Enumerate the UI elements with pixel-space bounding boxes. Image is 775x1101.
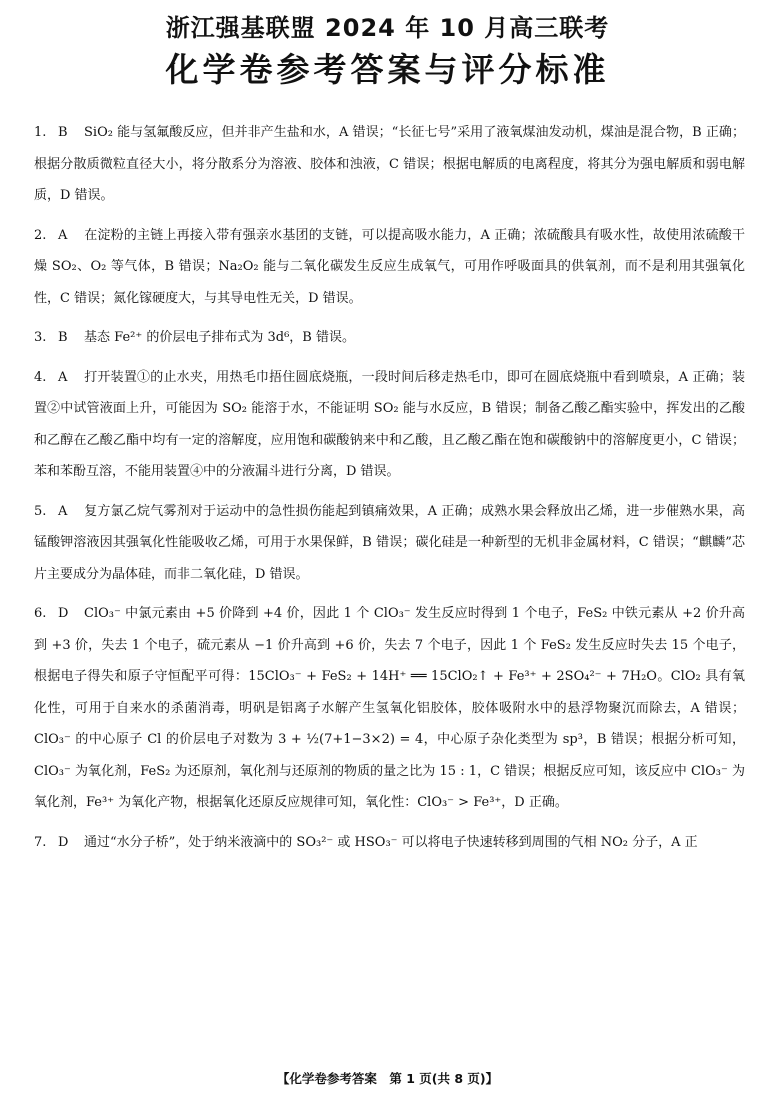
question-number: 7.	[34, 834, 47, 850]
answer-key: B	[58, 330, 68, 345]
answer-item-7	[34, 827, 745, 859]
answer-key: B	[58, 125, 68, 140]
question-number: 1.	[34, 125, 47, 140]
explanation-text: 基态 Fe²⁺ 的价层电子排布式为 3d⁶，B 错误。	[84, 330, 355, 345]
answer-item-2	[34, 220, 745, 315]
document-title: 化学卷参考答案与评分标准	[165, 50, 610, 89]
answer-key: A	[58, 369, 68, 385]
page-footer: 【化学卷参考答案 第 1 页(共 8 页)】	[276, 1071, 499, 1086]
question-number: 2.	[34, 227, 47, 243]
answer-item-3	[34, 322, 745, 354]
explanation-text: ClO₃⁻ 中氯元素由 +5 价降到 +4 价，因此 1 个 ClO₃⁻ 发生反应时得到 1 个电子，FeS₂ 中铁元素从 +2 价升高到 +3 价，失去 1 个电子，硫元素从 −1 价升高到 +6 价，失去 7 个电子，因此 1 个 FeS₂ 发生反应时失去 15 个电子，根据电子得失和原子守恒配平可得：15ClO₃⁻ + FeS₂ + 14H⁺ ══ 15ClO₂↑ + Fe³⁺ + 2SO₄²⁻ + 7H₂O。ClO₂ 具有氧化性，可用于自来水的杀菌消毒，明矾是铝离子水解产生氢氧化铝胶体，胶体吸附水中的悬浮物聚沉而除去，A 错误；ClO₃⁻ 的中心原子 Cl 的价层电子对数为 3 + ½(7+1−3×2) = 4，中心原子杂化类型为 sp³，B 错误；根据分析可知，ClO₃⁻ 为氧化剂，FeS₂ 为还原剂，氧化剂与还原剂的物质的量之比为 15 : 1，C 错误；根据反应可知，该反应中 ClO₃⁻ 为氧化剂，Fe³⁺ 为氧化产物，根据氧化还原反应规律可知，氧化性：ClO₃⁻ > Fe³⁺，D 正确。	[34, 606, 745, 810]
exam-title: 浙江强基联盟 2024 年 10 月高三联考	[165, 14, 610, 42]
answer-key: D	[58, 834, 69, 850]
explanation-text: 在淀粉的主链上再接入带有强亲水基团的支链，可以提高吸水能力，A 正确；浓硫酸具有吸水性，故使用浓硫酸干燥 SO₂、O₂ 等气体，B 错误；Na₂O₂ 能与二氧化碳发生反应生成氧气，可用作呼吸面具的供氧剂，而不是利用其强氧化性，C 错误；氮化镓硬度大，与其导电性无关，D 错误。	[34, 227, 745, 306]
explanation-text: 打开装置①的止水夹，用热毛巾捂住圆底烧瓶，一段时间后移走热毛巾，即可在圆底烧瓶中看到喷泉，A 正确；装置②中试管液面上升，可能因为 SO₂ 能溶于水，不能证明 SO₂ 能与水反应，B 错误；制备乙酸乙酯实验中，挥发出的乙酸和乙醇在乙酸乙酯中均有一定的溶解度，应用饱和碳酸钠来中和乙酸，且乙酸乙酯在饱和碳酸钠中的溶解度更小，C 错误；苯和苯酚互溶，不能用装置④中的分液漏斗进行分离，D 错误。	[34, 369, 745, 479]
question-number: 3.	[34, 330, 47, 345]
answer-item-5	[34, 496, 745, 591]
question-number: 5.	[34, 503, 47, 519]
question-number: 6.	[34, 606, 47, 621]
answer-item-6	[34, 598, 745, 819]
answer-key: A	[58, 503, 68, 519]
answer-key: A	[58, 227, 68, 243]
explanation-text: 通过“水分子桥”，处于纳米液滴中的 SO₃²⁻ 或 HSO₃⁻ 可以将电子快速转移到周围的气相 NO₂ 分子，A 正	[84, 834, 698, 850]
explanation-text: 复方氯乙烷气雾剂对于运动中的急性损伤能起到镇痛效果，A 正确；成熟水果会释放出乙烯，进一步催熟水果，高锰酸钾溶液因其强氧化性能吸收乙烯，可用于水果保鲜，B 错误；碳化硅是一种新型的无机非金属材料，C 错误；“麒麟”芯片主要成分为晶体硅，而非二氧化硅，D 错误。	[34, 503, 745, 582]
explanation-text: SiO₂ 能与氢氟酸反应，但并非产生盐和水，A 错误；“长征七号”采用了液氧煤油发动机，煤油是混合物，B 正确；根据分散质微粒直径大小，将分散系分为溶液、胶体和浊液，C 错误；根据电解质的电离程度，将其分为强电解质和弱电解质，D 错误。	[34, 125, 745, 203]
answer-item-4	[34, 362, 745, 488]
answer-list	[34, 117, 745, 858]
answer-item-1	[34, 117, 745, 212]
question-number: 4.	[34, 369, 47, 385]
answer-key: D	[58, 606, 69, 621]
